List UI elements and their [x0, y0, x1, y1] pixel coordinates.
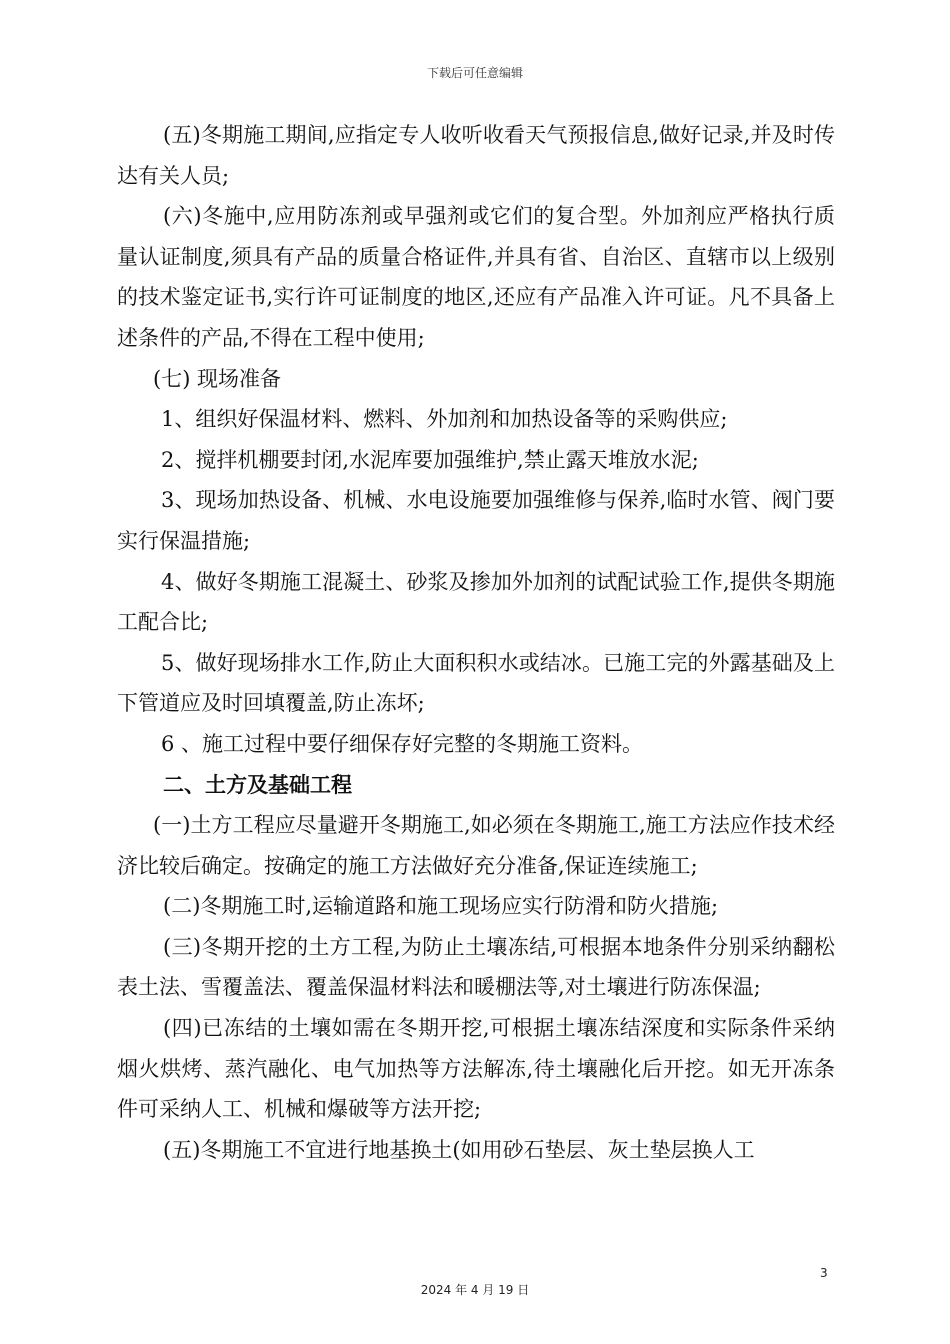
list-item-3: 3、现场加热设备、机械、水电设施要加强维修与保养,临时水管、阀门要实行保温措施; [117, 488, 835, 553]
footer-date: 2024 年 4 月 19 日 [420, 1283, 530, 1297]
section-site-preparation: (七) 现场准备 [153, 366, 282, 391]
list-item-6: 6 、施工过程中要仔细保存好完整的冬期施工资料。 [161, 731, 644, 756]
page-number: 3 [820, 1266, 828, 1280]
list-item-5: 5、做好现场排水工作,防止大面积积水或结冰。已施工完的外露基础及上下管道应及时回填覆盖,防止冻坏; [117, 650, 835, 716]
paragraph-frozen-soil-excavation: (四)已冻结的土壤如需在冬期开挖,可根据土壤冻结深度和实际条件采纳烟火烘烤、蒸汽融化、电气加热等方法解冻,待土壤融化后开挖。如无开冻条件可采纳人工、机械和爆破等方法开挖; [117, 1016, 835, 1122]
paragraph-road-antiskid: (二)冬期施工时,运输道路和施工现场应实行防滑和防火措施; [163, 894, 719, 919]
list-item-2: 2、搅拌机棚要封闭,水泥库要加强维护,禁止露天堆放水泥; [161, 447, 699, 472]
page-header: 下载后可任意编辑 [426, 66, 523, 80]
paragraph-frost-protection: (三)冬期开挖的土方工程,为防止土壤冻结,可根据本地条件分别采纳翻松表土法、雪覆盖法、覆盖保温材料法和暖棚法等,对土壤进行防冻保温; [117, 934, 835, 1000]
list-item-4: 4、做好冬期施工混凝土、砂浆及掺加外加剂的试配试验工作,提供冬期施工配合比; [117, 569, 835, 635]
document-body [117, 115, 835, 1170]
paragraph-antifreeze-admixture: (六)冬施中,应用防冻剂或早强剂或它们的复合型。外加剂应严格执行质量认证制度,须具有产品的质量合格证件,并具有省、自治区、直辖市以上级别的技术鉴定证书,实行许可证制度的地区,还应有产品准入许可证。凡不具备上述条件的产品,不得在工程中使用; [117, 204, 835, 350]
section-heading-earthwork: 二、土方及基础工程 [163, 772, 352, 797]
list-item-1: 1、组织好保温材料、燃料、外加剂和加热设备等的采购供应; [161, 407, 728, 432]
paragraph-foundation-replacement: (五)冬期施工不宜进行地基换土(如用砂石垫层、灰土垫层换人工 [163, 1137, 755, 1162]
paragraph-winter-weather-info: (五)冬期施工期间,应指定专人收听收看天气预报信息,做好记录,并及时传达有关人员; [117, 123, 835, 188]
paragraph-earthwork-avoid-winter: (一)土方工程应尽量避开冬期施工,如必须在冬期施工,施工方法应作技术经济比较后确定。按确定的施工方法做好充分准备,保证连续施工; [117, 813, 835, 878]
